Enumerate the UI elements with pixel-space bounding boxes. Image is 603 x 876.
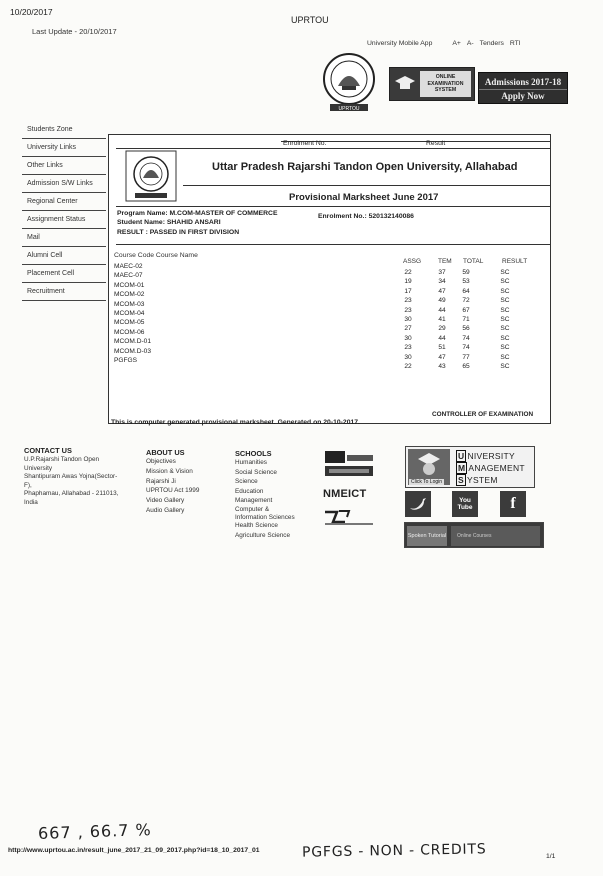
last-update: Last Update - 20/10/2017 bbox=[32, 27, 117, 36]
school-link-information-sciences[interactable]: Information Sciences bbox=[235, 513, 295, 521]
course-column-header: Course Code Course Name bbox=[114, 252, 198, 259]
assg-header: ASSG bbox=[403, 258, 422, 265]
online-exam-line1: ONLINE bbox=[435, 74, 456, 81]
contact-line: Phaphamau, Allahabad - 211013, bbox=[24, 490, 119, 498]
about-link-audio[interactable]: Audio Gallery bbox=[146, 506, 185, 514]
sidebar-item-recruitment[interactable]: Recruitment bbox=[22, 283, 106, 301]
course-code: MCOM.D-01 bbox=[114, 338, 151, 346]
result-column bbox=[500, 268, 510, 371]
twitter-icon[interactable] bbox=[405, 491, 431, 517]
tem-value: 29 bbox=[438, 325, 446, 333]
school-link-education[interactable]: Education bbox=[235, 487, 264, 495]
sidebar-item-regional-center[interactable]: Regional Center bbox=[22, 193, 106, 211]
course-code: MCOM-01 bbox=[114, 281, 145, 289]
tem-header: TEM bbox=[438, 258, 452, 265]
school-link-agriculture-science[interactable]: Agriculture Science bbox=[235, 531, 291, 539]
enrolment-number: Enrolment No.: 520132140086 bbox=[318, 213, 414, 220]
divider bbox=[116, 206, 551, 207]
contact-title: CONTACT US bbox=[24, 446, 72, 455]
result-header: RESULT bbox=[502, 258, 528, 265]
result-value: SC bbox=[500, 287, 510, 295]
result-value: SC bbox=[500, 363, 510, 371]
sidebar-item-alumni-cell[interactable]: Alumni Cell bbox=[22, 247, 106, 265]
online-exam-line3: SYSTEM bbox=[434, 87, 457, 94]
seal-text: UPRTOU bbox=[338, 106, 360, 112]
result-text: RESULT : PASSED IN FIRST DIVISION bbox=[117, 229, 240, 236]
rti-link[interactable]: RTI bbox=[509, 40, 521, 47]
contact-line: F), bbox=[24, 481, 32, 489]
nmeict-logo[interactable]: NMEICT bbox=[323, 488, 367, 500]
ums-word: ANAGEMENT bbox=[468, 463, 525, 473]
school-link-management[interactable]: Management bbox=[235, 497, 273, 505]
result-value: SC bbox=[500, 316, 510, 324]
mobile-app-link[interactable]: University Mobile App bbox=[367, 40, 433, 47]
ums-letter: S bbox=[458, 475, 464, 485]
contact-line: U.P.Rajarshi Tandon Open bbox=[24, 456, 100, 463]
course-codes bbox=[114, 262, 151, 365]
online-exam-line2: EXAMINATION bbox=[427, 80, 464, 87]
assg-value: 22 bbox=[404, 269, 412, 276]
assg-value: 30 bbox=[404, 353, 412, 361]
about-link-act[interactable]: UPRTOU Act 1999 bbox=[146, 487, 200, 495]
enrolment-label: Enrolment No. bbox=[283, 140, 327, 147]
schools-title: SCHOOLS bbox=[235, 449, 272, 458]
course-code: MCOM.D-03 bbox=[114, 347, 151, 355]
sidebar-item-placement-cell[interactable]: Placement Cell bbox=[22, 265, 106, 283]
about-link-mission[interactable]: Mission & Vision bbox=[146, 467, 193, 475]
tem-value: 47 bbox=[438, 287, 446, 295]
controller-signature: CONTROLLER OF EXAMINATION bbox=[432, 411, 534, 418]
enrolment-header-row bbox=[116, 141, 551, 149]
sidebar-item-university-links[interactable]: University Links bbox=[22, 139, 106, 157]
course-code: MCOM-02 bbox=[114, 291, 145, 299]
university-management-system-button[interactable] bbox=[405, 446, 535, 488]
ums-letter: U bbox=[458, 451, 465, 461]
tem-value: 49 bbox=[438, 297, 446, 305]
total-header: TOTAL bbox=[463, 258, 484, 265]
assg-value: 30 bbox=[404, 334, 412, 342]
generated-note: This is computer generated provisional marksheet. Generated on 20-10-2017. bbox=[111, 419, 360, 426]
tenders-link[interactable]: Tenders bbox=[479, 40, 504, 47]
assg-column bbox=[403, 268, 413, 371]
about-link-objectives[interactable]: Objectives bbox=[146, 458, 176, 465]
total-column bbox=[461, 268, 471, 371]
font-decrease-link[interactable]: A- bbox=[466, 40, 474, 47]
assg-value: 17 bbox=[404, 287, 412, 295]
result-value: SC bbox=[500, 297, 510, 305]
admissions-label: Admissions 2017-18 bbox=[484, 77, 562, 87]
student-name: Student Name: SHAHID ANSARI bbox=[117, 219, 221, 226]
sidebar-item-students-zone[interactable]: Students Zone bbox=[22, 121, 106, 139]
handwritten-note-credits: PGFGS - NON - CREDITS bbox=[301, 841, 487, 861]
online-courses-banner: Online Courses bbox=[451, 526, 540, 546]
sidebar-item-assignment-status[interactable]: Assignment Status bbox=[22, 211, 106, 229]
result-value: SC bbox=[500, 334, 510, 342]
total-value: 59 bbox=[462, 269, 470, 276]
assg-value: 22 bbox=[404, 363, 412, 371]
font-increase-link[interactable]: A+ bbox=[452, 40, 461, 47]
online-examination-button[interactable] bbox=[389, 67, 475, 101]
total-value: 77 bbox=[462, 353, 470, 361]
admissions-button[interactable] bbox=[478, 72, 568, 104]
result-value: SC bbox=[500, 353, 510, 361]
spoken-tutorial-banner[interactable] bbox=[404, 522, 544, 548]
assg-value: 27 bbox=[404, 325, 412, 333]
about-links bbox=[146, 457, 199, 516]
handwritten-note-percentage: 667 , 66.7 % bbox=[37, 820, 153, 843]
ums-letter: M bbox=[458, 463, 466, 473]
result-value: SC bbox=[500, 278, 510, 286]
result-value: SC bbox=[500, 325, 510, 333]
course-code: PGFGS bbox=[114, 357, 138, 365]
program-name: Program Name: M.COM-MASTER OF COMMERCE bbox=[117, 210, 278, 217]
school-link-science[interactable]: Science bbox=[235, 478, 258, 486]
assg-value: 30 bbox=[404, 316, 412, 324]
divider bbox=[183, 185, 550, 186]
total-value: 72 bbox=[462, 297, 470, 305]
result-value: SC bbox=[500, 269, 510, 276]
course-code: MCOM-04 bbox=[114, 310, 145, 318]
course-code: MCOM-06 bbox=[114, 328, 145, 336]
phone-icon bbox=[438, 40, 446, 47]
contact-line: Shantipuram Awas Yojna(Sector- bbox=[24, 473, 118, 481]
result-value: SC bbox=[500, 344, 510, 352]
tem-value: 41 bbox=[438, 316, 446, 324]
result-label: Result bbox=[426, 140, 446, 147]
ernet-logo-icon[interactable] bbox=[323, 508, 375, 526]
about-link-rajarshi[interactable]: Rajarshi Ji bbox=[146, 477, 176, 485]
click-to-login-label: Click To Login bbox=[411, 479, 443, 485]
course-code: MCOM-05 bbox=[114, 319, 145, 327]
university-logo-icon bbox=[125, 150, 177, 202]
sidebar-nav bbox=[22, 121, 106, 301]
tem-value: 47 bbox=[438, 353, 446, 361]
about-title: ABOUT US bbox=[146, 448, 185, 457]
facebook-icon[interactable]: f bbox=[500, 491, 526, 517]
assg-value: 23 bbox=[404, 297, 412, 305]
print-date: 10/20/2017 bbox=[10, 7, 53, 17]
tem-value: 43 bbox=[438, 363, 446, 371]
total-value: 74 bbox=[462, 334, 470, 342]
contact-line: India bbox=[24, 498, 38, 506]
total-value: 67 bbox=[462, 306, 470, 314]
total-value: 74 bbox=[462, 344, 470, 352]
school-link-social-science[interactable]: Social Science bbox=[235, 468, 277, 476]
tem-value: 51 bbox=[438, 344, 446, 352]
ums-word: YSTEM bbox=[466, 475, 498, 485]
ums-word: NIVERSITY bbox=[467, 451, 516, 461]
top-links bbox=[367, 40, 521, 47]
course-code: MAEC-02 bbox=[114, 263, 143, 270]
sidebar-item-admission-sw-links[interactable]: Admission S/W Links bbox=[22, 175, 106, 193]
print-url: http://www.uprtou.ac.in/result_june_2017_21_09_2017.php?id=18_10_2017_01 bbox=[8, 847, 260, 854]
total-value: 71 bbox=[462, 316, 470, 324]
divider bbox=[116, 244, 551, 245]
tem-value: 37 bbox=[438, 269, 446, 276]
print-title: UPRTOU bbox=[291, 15, 329, 25]
total-value: 53 bbox=[462, 278, 470, 286]
university-name: Uttar Pradesh Rajarshi Tandon Open University, Allahabad bbox=[212, 161, 518, 173]
about-link-video[interactable]: Video Gallery bbox=[146, 497, 185, 505]
marksheet-title: Provisional Marksheet June 2017 bbox=[289, 192, 439, 203]
result-value: SC bbox=[500, 306, 510, 314]
knowledge-network-logo-icon[interactable] bbox=[325, 451, 373, 479]
total-value: 56 bbox=[462, 325, 470, 333]
youtube-icon[interactable]: You Tube bbox=[452, 491, 478, 517]
tem-value: 44 bbox=[438, 306, 446, 314]
school-link-health-science[interactable]: Health Science bbox=[235, 522, 278, 530]
assg-value: 23 bbox=[404, 306, 412, 314]
tem-value: 44 bbox=[438, 334, 446, 342]
page-number: 1/1 bbox=[546, 853, 556, 860]
total-value: 65 bbox=[462, 363, 470, 371]
sidebar-item-mail[interactable]: Mail bbox=[22, 229, 106, 247]
course-code: MAEC-07 bbox=[114, 272, 143, 280]
university-seal-icon[interactable] bbox=[322, 52, 376, 112]
contact-line: University bbox=[24, 464, 53, 472]
assg-value: 23 bbox=[404, 344, 412, 352]
schools-links bbox=[235, 458, 295, 540]
school-link-computer[interactable]: Computer & bbox=[235, 505, 270, 513]
spoken-tutorial-logo: Spoken Tutorial bbox=[407, 526, 447, 546]
tem-column bbox=[437, 268, 447, 371]
sidebar-item-other-links[interactable]: Other Links bbox=[22, 157, 106, 175]
total-value: 64 bbox=[462, 287, 470, 295]
course-code: MCOM-03 bbox=[114, 300, 145, 308]
graduation-cap-icon bbox=[390, 68, 420, 100]
tem-value: 34 bbox=[438, 278, 446, 286]
apply-now-label: Apply Now bbox=[479, 89, 567, 103]
contact-address bbox=[24, 456, 118, 508]
school-link-humanities[interactable]: Humanities bbox=[235, 459, 267, 466]
assg-value: 19 bbox=[404, 278, 412, 286]
